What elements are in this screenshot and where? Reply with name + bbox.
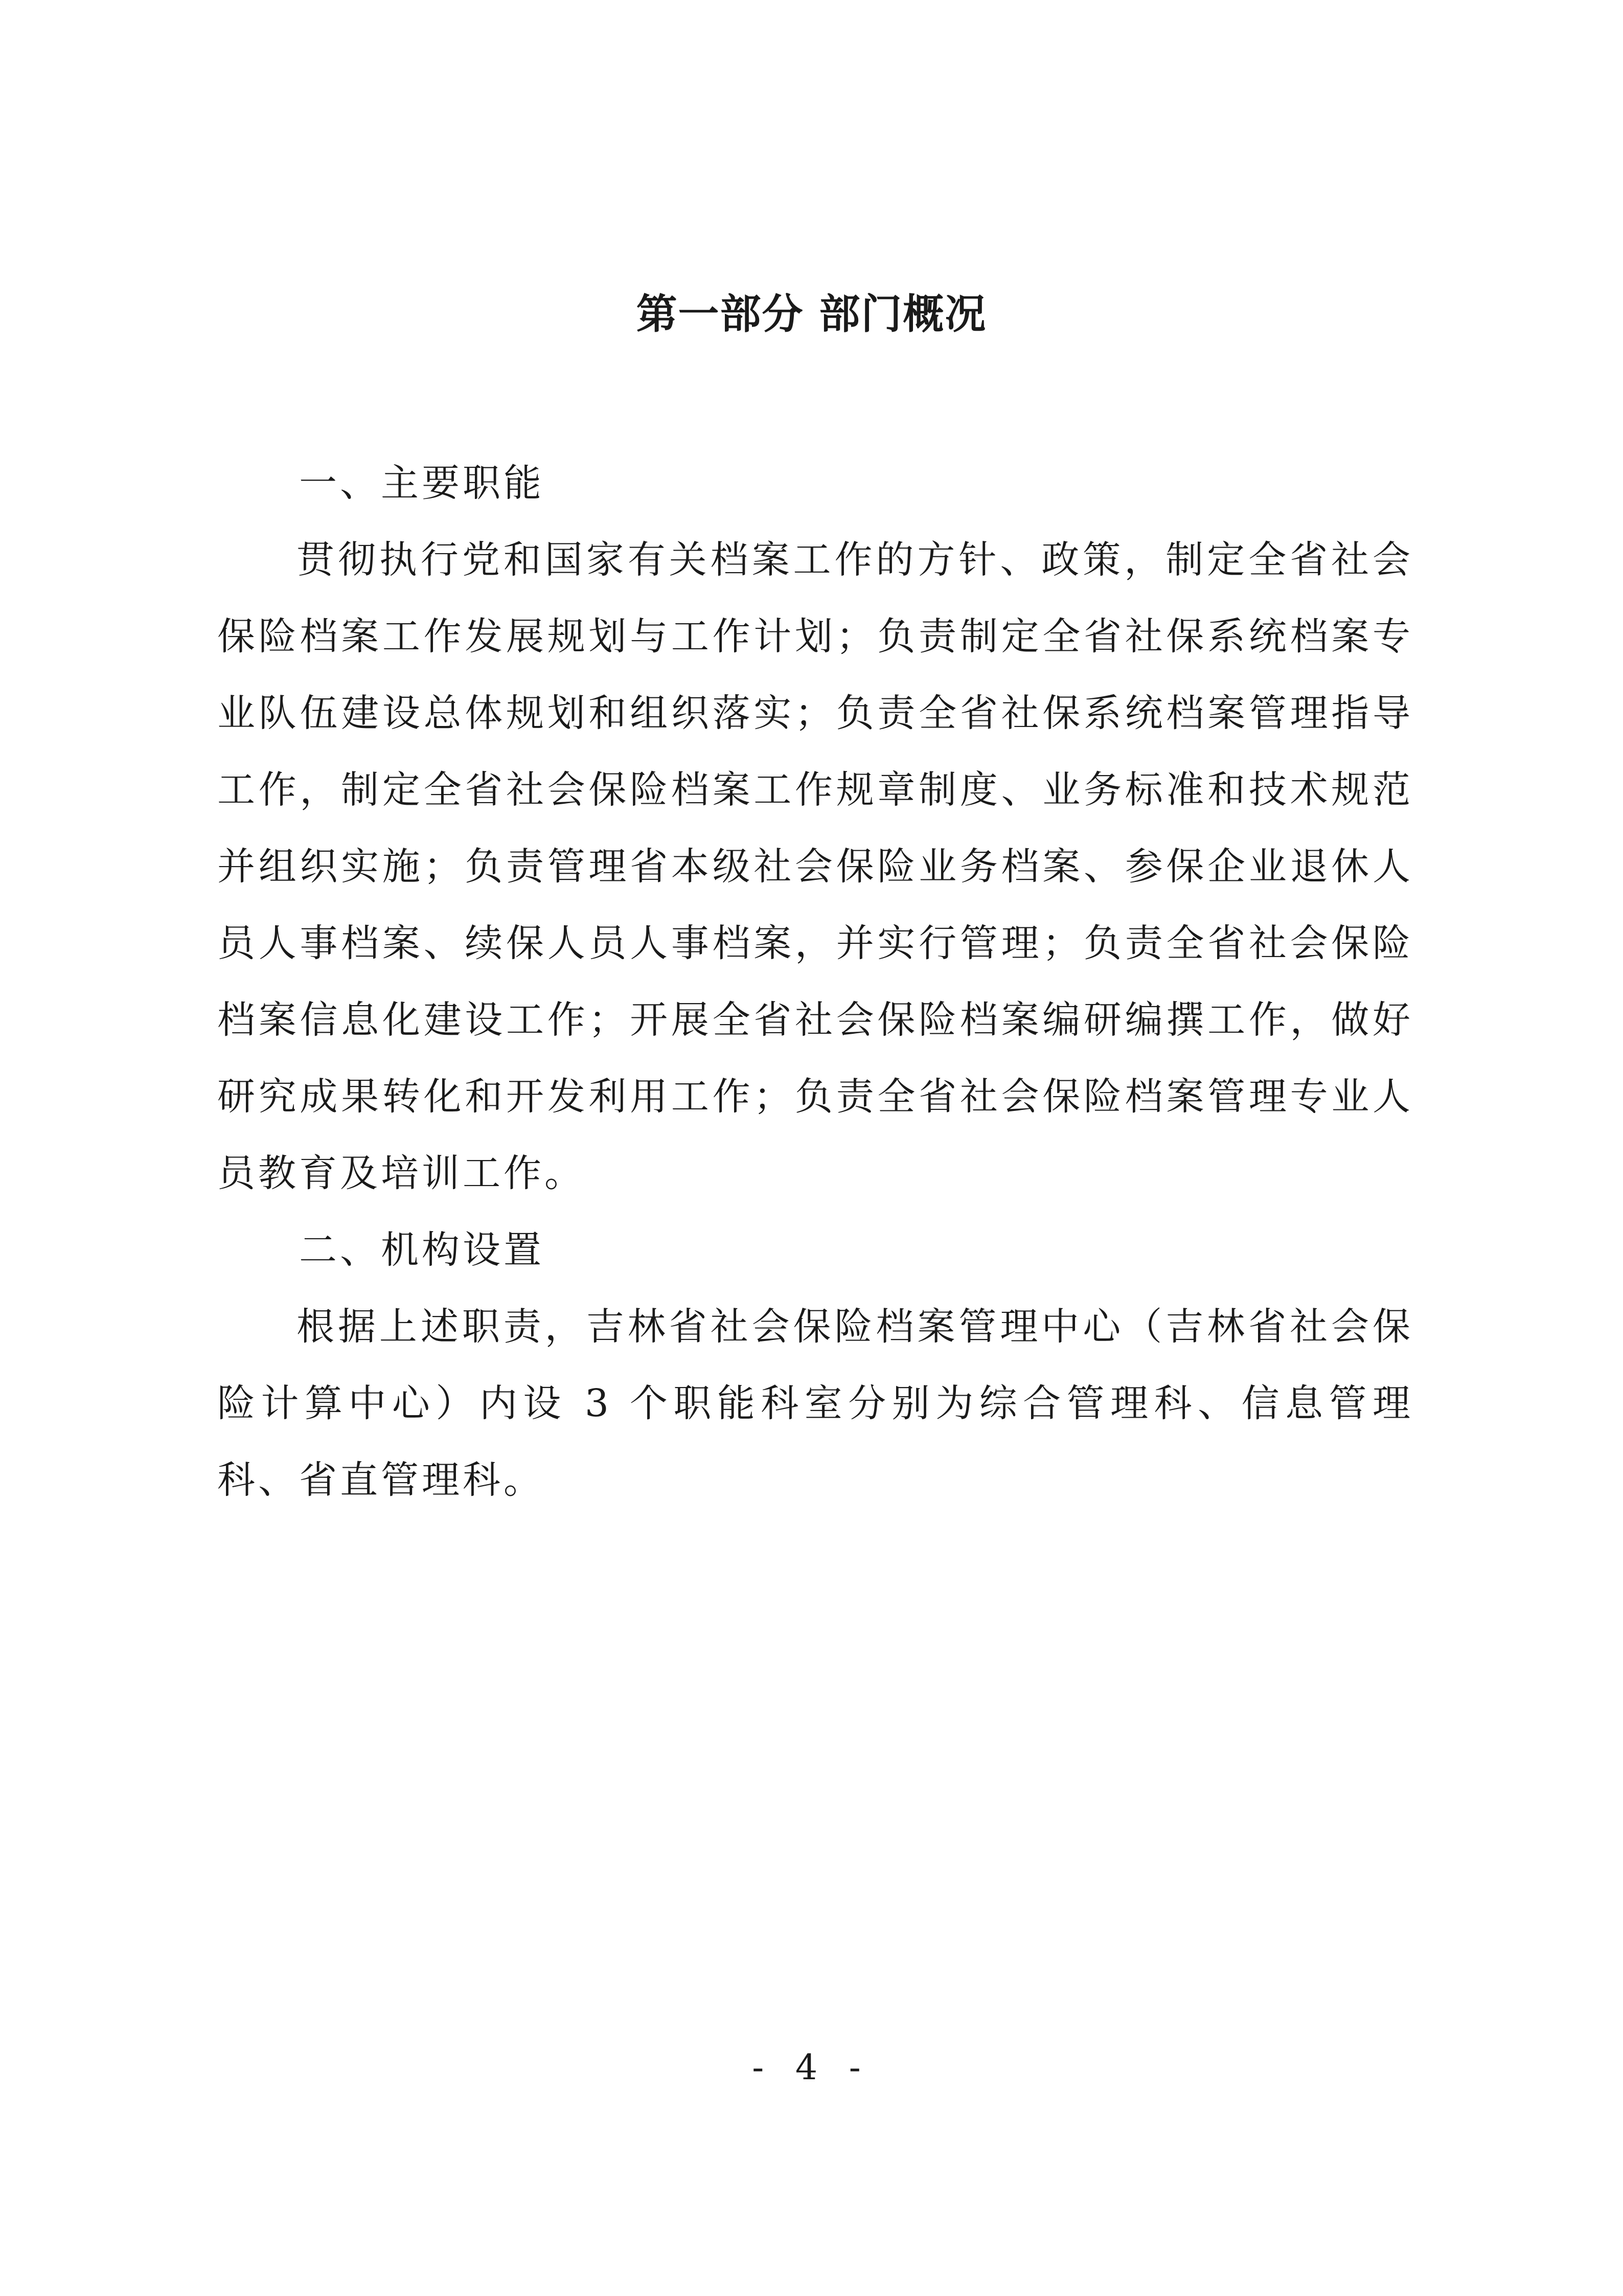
page-number: - 4 - xyxy=(752,2048,871,2088)
section-paragraph-organization: 根据上述职责，吉林省社会保险档案管理中心（吉林省社会保险计算中心）内设 3 个职能科室分别为综合管理科、信息管理科、省直管理科。 xyxy=(217,1305,1413,1502)
section-heading-main-functions: 一、主要职能 xyxy=(299,461,544,505)
section-heading-organization: 二、机构设置 xyxy=(299,1228,544,1272)
section-paragraph-main-functions: 贯彻执行党和国家有关档案工作的方针、政策，制定全省社会保险档案工作发展规划与工作计划；负责制定全省社保系统档案专业队伍建设总体规划和组织落实；负责全省社保系统档案管理指导工作，制定全省社会保险档案工作规章制度、业务标准和技术规范并组织实施；负责管理省本级社会保险业务档案、参保企业退休人员人事档案、续保人员人事档案，并实行管理；负责全省社会保险档案信息化建设工作；开展全省社会保险档案编研编撰工作，做好研究成果转化和开发利用工作；负责全省社会保险档案管理专业人员教育及培训工作。 xyxy=(217,538,1413,1195)
page-title: 第一部分 部门概况 xyxy=(636,290,987,338)
